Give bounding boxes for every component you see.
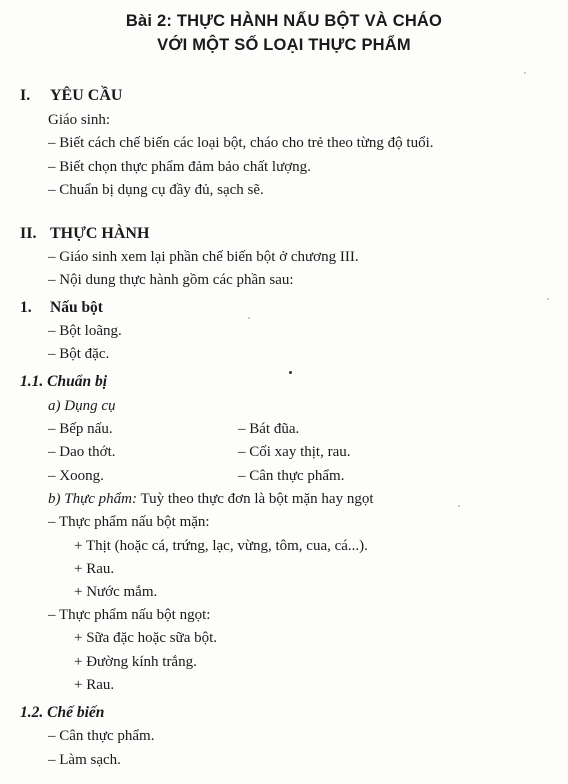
salty-food-item: + Rau. (74, 561, 115, 577)
salty-food-item: + Nước mắm. (74, 584, 158, 600)
section-2-heading (20, 224, 149, 244)
food-label: b) Thực phẩm: (48, 491, 138, 507)
salty-food-label: – Thực phẩm nấu bột mặn: (48, 514, 210, 530)
tool-item: – Cối xay thịt, rau. (238, 444, 351, 460)
tool-item: – Cân thực phẩm. (238, 468, 345, 484)
subsection-1-2-heading: 1.2. Chế biến (20, 704, 105, 721)
section-2-item: – Nội dung thực hành gồm các phần sau: (48, 272, 294, 288)
tool-item: – Bếp nấu. (48, 421, 113, 437)
scan-speck (248, 317, 250, 319)
part-1-title: Nấu bột (50, 299, 103, 316)
processing-item: – Làm sạch. (48, 752, 121, 768)
section-1-heading (20, 86, 122, 106)
tool-item: – Bát đũa. (238, 421, 300, 437)
section-1-lead: Giáo sinh: (48, 112, 111, 128)
section-1-item: – Chuẩn bị dụng cụ đầy đủ, sạch sẽ. (48, 182, 264, 198)
salty-food-item: + Thịt (hoặc cá, trứng, lạc, vừng, tôm, cua, cá...). (74, 538, 368, 554)
lesson-title-line-1: Bài 2: THỰC HÀNH NẤU BỘT VÀ CHÁO (125, 12, 443, 30)
part-1-item: – Bột đặc. (48, 346, 110, 362)
section-2-title: THỰC HÀNH (50, 225, 150, 242)
scan-speck (289, 371, 292, 374)
subsection-1-1-heading: 1.1. Chuẩn bị (20, 373, 108, 390)
tool-item: – Xoong. (48, 468, 104, 484)
processing-item: – Cân thực phẩm. (48, 728, 155, 744)
food-paragraph (48, 489, 374, 509)
part-1-number: 1. (20, 299, 32, 316)
tool-item: – Dao thớt. (48, 444, 116, 460)
part-1-heading (20, 298, 103, 318)
scan-speck (524, 72, 526, 74)
sweet-food-item: + Đường kính trắng. (74, 654, 197, 670)
scan-speck (547, 298, 549, 300)
scan-speck (458, 505, 460, 507)
sweet-food-item: + Rau. (74, 677, 115, 693)
section-2-item: – Giáo sinh xem lại phần chế biến bột ở chương III. (48, 249, 359, 265)
sweet-food-label: – Thực phẩm nấu bột ngọt: (48, 607, 211, 623)
food-text: Tuỳ theo thực đơn là bột mặn hay ngọt (137, 491, 374, 507)
sweet-food-item: + Sữa đặc hoặc sữa bột. (74, 630, 218, 646)
section-1-item: – Biết chọn thực phẩm đảm bảo chất lượng. (48, 159, 311, 175)
section-1-title: YÊU CẦU (50, 87, 123, 104)
lesson-title-line-2: VỚI MỘT SỐ LOẠI THỰC PHẨM (157, 36, 411, 54)
section-2-number: II. (20, 225, 37, 242)
tools-label: a) Dụng cụ (48, 398, 116, 414)
section-1-item: – Biết cách chế biến các loại bột, cháo cho trẻ theo từng độ tuổi. (48, 135, 434, 151)
part-1-item: – Bột loãng. (48, 323, 122, 339)
section-1-number: I. (20, 87, 31, 104)
